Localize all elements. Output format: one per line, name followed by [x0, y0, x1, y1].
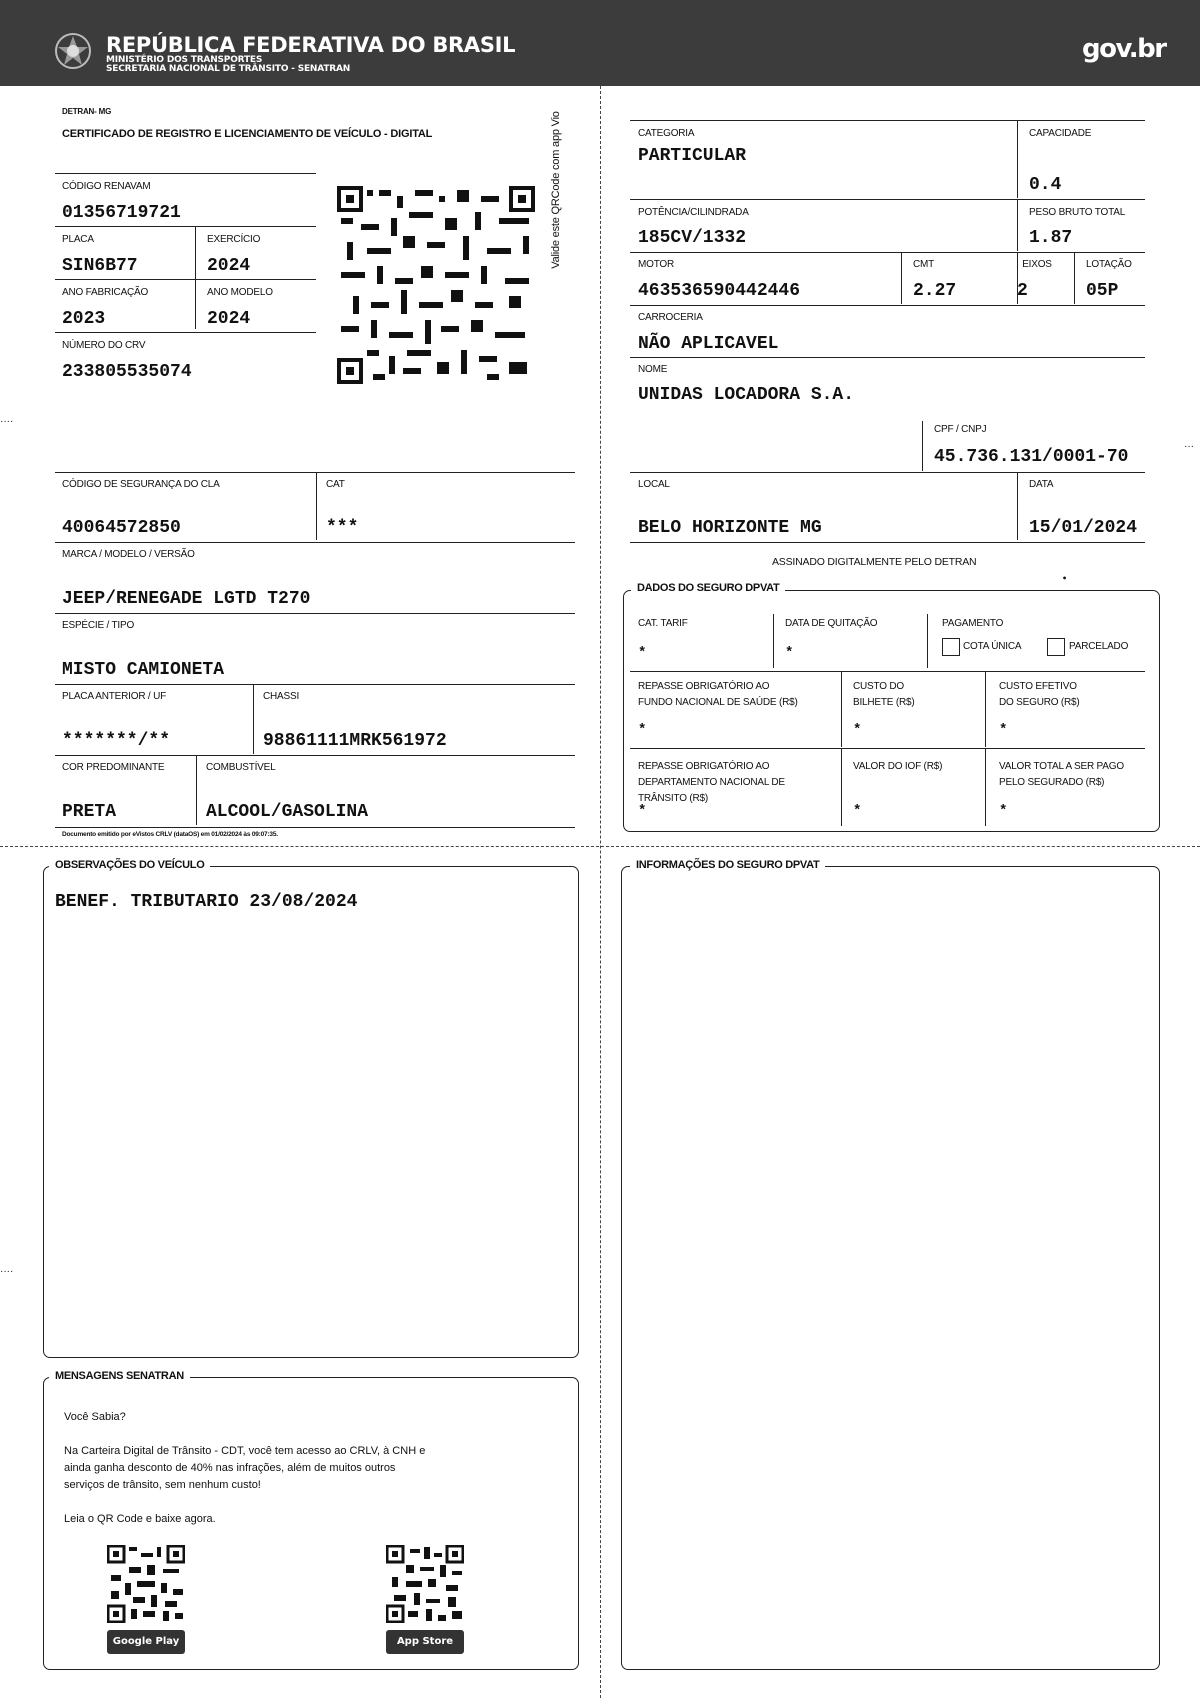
- placa-anterior-label: PLACA ANTERIOR / UF: [62, 691, 167, 702]
- repasse-fns-label-1: REPASSE OBRIGATÓRIO AO: [638, 681, 770, 692]
- rule: [985, 671, 986, 747]
- rule: [1017, 199, 1018, 251]
- rule: [1074, 252, 1075, 304]
- rule: [630, 671, 1145, 672]
- carroceria-value: NÃO APLICAVEL: [638, 334, 779, 354]
- observacoes-text: BENEF. TRIBUTARIO 23/08/2024: [55, 892, 358, 912]
- cla-label: CÓDIGO DE SEGURANÇA DO CLA: [62, 479, 220, 490]
- marca-label: MARCA / MODELO / VERSÃO: [62, 549, 195, 560]
- data-label: DATA: [1029, 479, 1054, 490]
- local-label: LOCAL: [638, 479, 670, 490]
- total-value: *: [999, 803, 1008, 819]
- rule: [630, 199, 1145, 200]
- custo-bilhete-label-2: BILHETE (R$): [853, 697, 915, 708]
- rule: [55, 542, 575, 543]
- mensagens-line-5: Leia o QR Code e baixe agora.: [64, 1513, 216, 1525]
- rule: [55, 684, 575, 685]
- lotacao-label: LOTAÇÃO: [1086, 259, 1132, 270]
- govbr-logo: gov.br: [1082, 34, 1166, 64]
- combustivel-value: ALCOOL/GASOLINA: [206, 802, 369, 822]
- cat-tarif-value: *: [638, 645, 647, 661]
- issue-footnote: Documento emitido por eVistos CRLV (dataOS) em 01/02/2024 às 09:07:35.: [62, 831, 278, 838]
- rule: [630, 252, 1145, 253]
- nome-label: NOME: [638, 364, 668, 375]
- observacoes-box: [43, 866, 579, 1358]
- marca-value: JEEP/RENEGADE LGTD T270: [62, 589, 311, 609]
- app-store-badge[interactable]: App Store: [386, 1630, 464, 1654]
- rule: [55, 613, 575, 614]
- rule: [630, 305, 1145, 306]
- cat-tarif-label: CAT. TARIF: [638, 618, 688, 629]
- eixos-label: EIXOS: [1022, 259, 1052, 270]
- potencia-label: POTÊNCIA/CILINDRADA: [638, 207, 749, 218]
- mensagens-line-3: ainda ganha desconto de 40% nas infrações, além de muitos outros: [64, 1462, 396, 1474]
- especie-label: ESPÉCIE / TIPO: [62, 620, 135, 631]
- info-dpvat-box: [621, 866, 1160, 1670]
- especie-value: MISTO CAMIONETA: [62, 660, 225, 680]
- peso-value: 1.87: [1029, 228, 1073, 248]
- placa-anterior-value: *******/**: [62, 731, 171, 751]
- app-store-qr-code[interactable]: [386, 1545, 464, 1623]
- cota-unica-label: COTA ÚNICA: [963, 641, 1022, 652]
- cpf-label: CPF / CNPJ: [934, 424, 987, 435]
- peso-label: PESO BRUTO TOTAL: [1029, 207, 1126, 218]
- cut-mark-left-2: ····: [0, 1266, 14, 1277]
- rule: [253, 684, 254, 754]
- rule: [927, 614, 928, 668]
- iof-label: VALOR DO IOF (R$): [853, 761, 943, 772]
- header-title: REPÚBLICA FEDERATIVA DO BRASIL: [106, 33, 516, 57]
- ano-modelo-label: ANO MODELO: [207, 287, 273, 298]
- rule: [985, 748, 986, 826]
- rule: [630, 357, 1145, 358]
- total-label-2: PELO SEGURADO (R$): [999, 777, 1105, 788]
- horizontal-cut-line: [0, 846, 1200, 847]
- pagamento-label: PAGAMENTO: [942, 618, 1004, 629]
- rule: [630, 542, 1145, 543]
- rule: [55, 755, 575, 756]
- repasse-dnt-label-3: TRÂNSITO (R$): [638, 793, 708, 804]
- rule: [1017, 120, 1018, 198]
- header-subtitle-ministry: MINISTÉRIO DOS TRANSPORTES: [106, 55, 263, 65]
- cmt-label: CMT: [913, 259, 935, 270]
- iof-value: *: [853, 803, 862, 819]
- rule: [316, 472, 317, 540]
- rule: [773, 614, 774, 668]
- local-value: BELO HORIZONTE MG: [638, 518, 822, 538]
- cut-mark-right-1: ···: [1184, 441, 1194, 452]
- rule: [841, 748, 842, 826]
- potencia-value: 185CV/1332: [638, 228, 747, 248]
- rule: [55, 173, 316, 174]
- cat-label: CAT: [326, 479, 345, 490]
- rule: [630, 472, 1145, 473]
- ano-fabricacao-label: ANO FABRICAÇÃO: [62, 287, 149, 298]
- google-play-badge[interactable]: Google Play: [107, 1630, 185, 1654]
- exercicio-label: EXERCÍCIO: [207, 234, 261, 245]
- mensagens-line-1: Você Sabia?: [64, 1411, 126, 1423]
- data-quitacao-label: DATA DE QUITAÇÃO: [785, 618, 878, 629]
- rule: [630, 120, 1145, 121]
- capacidade-value: 0.4: [1029, 175, 1062, 195]
- cat-value: ***: [326, 518, 359, 538]
- data-quitacao-value: *: [785, 645, 794, 661]
- carroceria-label: CARROCERIA: [638, 312, 703, 323]
- placa-label: PLACA: [62, 234, 94, 245]
- cmt-value: 2.27: [913, 281, 957, 301]
- vertical-cut-line: [600, 86, 601, 1698]
- parcelado-label: PARCELADO: [1069, 641, 1129, 652]
- document-title: CERTIFICADO DE REGISTRO E LICENCIAMENTO DE VEÍCULO - DIGITAL: [62, 128, 433, 140]
- rule: [1017, 472, 1018, 540]
- dpvat-legend: DADOS DO SEGURO DPVAT: [631, 582, 785, 594]
- crv-value: 233805535074: [62, 362, 192, 382]
- rule: [55, 472, 575, 473]
- chassi-label: CHASSI: [263, 691, 300, 702]
- motor-value: 463536590442446: [638, 281, 801, 301]
- cpf-value: 45.736.131/0001-70: [934, 447, 1129, 467]
- mensagens-line-4: serviços de trânsito, sem nenhum custo!: [64, 1479, 261, 1491]
- ano-fabricacao-value: 2023: [62, 309, 106, 329]
- nome-value: UNIDAS LOCADORA S.A.: [638, 385, 855, 405]
- repasse-fns-label-2: FUNDO NACIONAL DE SAÚDE (R$): [638, 697, 798, 708]
- info-dpvat-legend: INFORMAÇÕES DO SEGURO DPVAT: [630, 859, 825, 871]
- capacidade-label: CAPACIDADE: [1029, 128, 1092, 139]
- custo-efetivo-label-1: CUSTO EFETIVO: [999, 681, 1077, 692]
- assinado-digitalmente: ASSINADO DIGITALMENTE PELO DETRAN: [772, 556, 977, 568]
- custo-efetivo-label-2: DO SEGURO (R$): [999, 697, 1080, 708]
- repasse-dnt-label-1: REPASSE OBRIGATÓRIO AO: [638, 761, 770, 772]
- renavam-label: CÓDIGO RENAVAM: [62, 181, 151, 192]
- decorative-dot: •: [1062, 574, 1068, 583]
- rule: [922, 421, 923, 471]
- custo-bilhete-value: *: [853, 722, 862, 738]
- rule: [55, 332, 316, 333]
- mensagens-line-2: Na Carteira Digital de Trânsito - CDT, você tem acesso ao CRLV, à CNH e: [64, 1445, 426, 1457]
- mensagens-legend: MENSAGENS SENATRAN: [49, 1370, 190, 1382]
- rule: [196, 755, 197, 825]
- repasse-fns-value: *: [638, 722, 647, 738]
- cut-mark-left-1: ····: [0, 416, 14, 427]
- custo-bilhete-label-1: CUSTO DO: [853, 681, 904, 692]
- issuer: DETRAN- MG: [62, 107, 112, 116]
- rule: [901, 252, 902, 304]
- total-label-1: VALOR TOTAL A SER PAGO: [999, 761, 1124, 772]
- repasse-dnt-label-2: DEPARTAMENTO NACIONAL DE: [638, 777, 785, 788]
- brasil-coat-of-arms-icon: [52, 30, 94, 74]
- data-value: 15/01/2024: [1029, 518, 1138, 538]
- chassi-value: 98861111MRK561972: [263, 731, 447, 751]
- placa-value: SIN6B77: [62, 256, 138, 276]
- rule: [195, 226, 196, 329]
- cla-value: 40064572850: [62, 518, 181, 538]
- validation-qr-code: [337, 186, 535, 384]
- motor-label: MOTOR: [638, 259, 675, 270]
- lotacao-value: 05P: [1086, 281, 1119, 301]
- rule: [630, 748, 1145, 749]
- rule: [55, 827, 575, 828]
- categoria-label: CATEGORIA: [638, 128, 695, 139]
- eixos-value: 2: [1017, 281, 1028, 301]
- cor-value: PRETA: [62, 802, 117, 822]
- crv-label: NÚMERO DO CRV: [62, 340, 146, 351]
- qr-validation-caption: Valide este QRCode com app Vio: [550, 111, 562, 269]
- rule: [841, 671, 842, 747]
- header-subtitle-senatran: SECRETARIA NACIONAL DE TRÂNSITO - SENATRAN: [106, 64, 351, 74]
- exercicio-value: 2024: [207, 256, 251, 276]
- rule: [55, 226, 316, 227]
- repasse-dnt-value: *: [638, 803, 647, 819]
- combustivel-label: COMBUSTÍVEL: [206, 762, 276, 773]
- rule: [55, 279, 316, 280]
- google-play-qr-code[interactable]: [107, 1545, 185, 1623]
- ano-modelo-value: 2024: [207, 309, 251, 329]
- renavam-value: 01356719721: [62, 203, 181, 223]
- custo-efetivo-value: *: [999, 722, 1008, 738]
- cor-label: COR PREDOMINANTE: [62, 762, 165, 773]
- categoria-value: PARTICULAR: [638, 146, 747, 166]
- observacoes-legend: OBSERVAÇÕES DO VEÍCULO: [49, 859, 210, 871]
- parcelado-checkbox[interactable]: [1047, 638, 1065, 656]
- cota-unica-checkbox[interactable]: [942, 638, 960, 656]
